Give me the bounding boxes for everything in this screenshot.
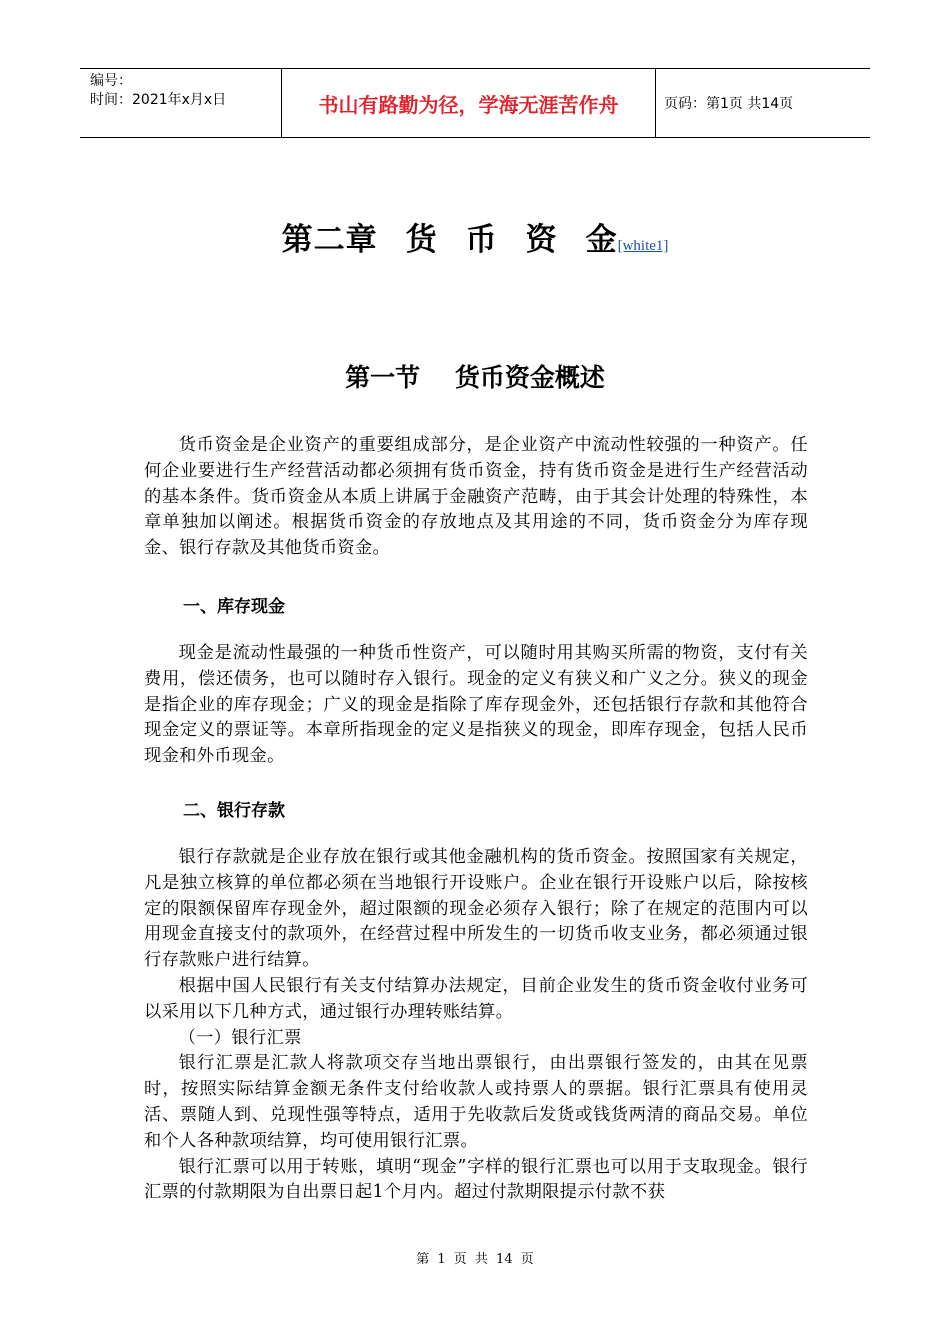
header-page-info: 页码：第1页 共14页 <box>664 96 794 112</box>
chapter-title-char-1: 货 <box>405 222 438 258</box>
heading-cash: 一、库存现金 <box>183 597 285 617</box>
document-header <box>80 68 870 138</box>
bank-deposit-block <box>144 845 808 1206</box>
bank-paragraph-1: 银行存款就是企业存放在银行或其他金融机构的货币资金。按照国家有关规定，凡是独立核算的单位都必须在当地银行开设账户。企业在银行开设账户以后，除按核定的限额保留库存现金外，超过限额的现金必须存入银行；除了在规定的范围内可以用现金直接支付的款项外，在经营过程中所发生的一切货币收支业务，都必须通过银行存款账户进行结算。 <box>144 847 808 971</box>
bank-draft-paragraph-2: 银行汇票可以用于转账，填明“现金”字样的银行汇票也可以用于支取现金。银行汇票的付款期限为自出票日起1个月内。超过付款期限提示付款不获 <box>144 1156 808 1203</box>
chapter-title-char-4: 金 <box>585 222 618 258</box>
chapter-title-char-3: 资 <box>525 222 558 258</box>
header-meta <box>80 69 282 137</box>
chapter-title-char-2: 币 <box>465 222 498 258</box>
header-number-label: 编号： <box>90 73 132 89</box>
intro-paragraph: 货币资金是企业资产的重要组成部分，是企业资产中流动性较强的一种资产。任何企业要进行生产经营活动都必须拥有货币资金，持有货币资金是进行生产经营活动的基本条件。货币资金从本质上讲属于金融资产范畴，由于其会计处理的特殊性，本章单独加以阐述。根据货币资金的存放地点及其用途的不同，货币资金分为库存现金、银行存款及其他货币资金。 <box>144 435 808 559</box>
cash-block <box>144 641 808 770</box>
comment-reference-link[interactable]: [white1] <box>617 238 669 254</box>
bank-paragraph-2: 根据中国人民银行有关支付结算办法规定，目前企业发生的货币资金收付业务可以采用以下几种方式，通过银行办理转账结算。 <box>144 975 808 1022</box>
page-footer: 第 1 页 共 14 页 <box>416 1252 534 1267</box>
section-title: 第一节 货币资金概述 <box>345 363 605 392</box>
chapter-title <box>0 214 950 259</box>
intro-block <box>144 433 808 562</box>
bank-draft-paragraph-1: 银行汇票是汇款人将款项交存当地出票银行，由出票银行签发的，由其在见票时，按照实际结算金额无条件支付给收款人或持票人的票据。银行汇票具有使用灵活、票随人到、兑现性强等特点，适用于先收款后发货或钱货两清的商品交易。单位和个人各种款项结算，均可使用银行汇票。 <box>144 1053 808 1151</box>
header-date-label: 时间：2021年x月x日 <box>90 92 227 108</box>
heading-bank-deposit: 二、银行存款 <box>183 801 285 821</box>
cash-paragraph: 现金是流动性最强的一种货币性资产，可以随时用其购买所需的物资，支付有关费用，偿还债务，也可以随时存入银行。现金的定义有狭义和广义之分。狭义的现金是指企业的库存现金；广义的现金是指除了库存现金外，还包括银行存款和其他符合现金定义的票证等。本章所指现金的定义是指狭义的现金，即库存现金，包括人民币现金和外币现金。 <box>144 643 808 767</box>
subheading-bank-draft: （一）银行汇票 <box>178 1027 302 1048</box>
header-motto: 书山有路勤为径，学海无涯苦作舟 <box>282 69 656 137</box>
chapter-title-number: 第二章 <box>281 222 378 258</box>
